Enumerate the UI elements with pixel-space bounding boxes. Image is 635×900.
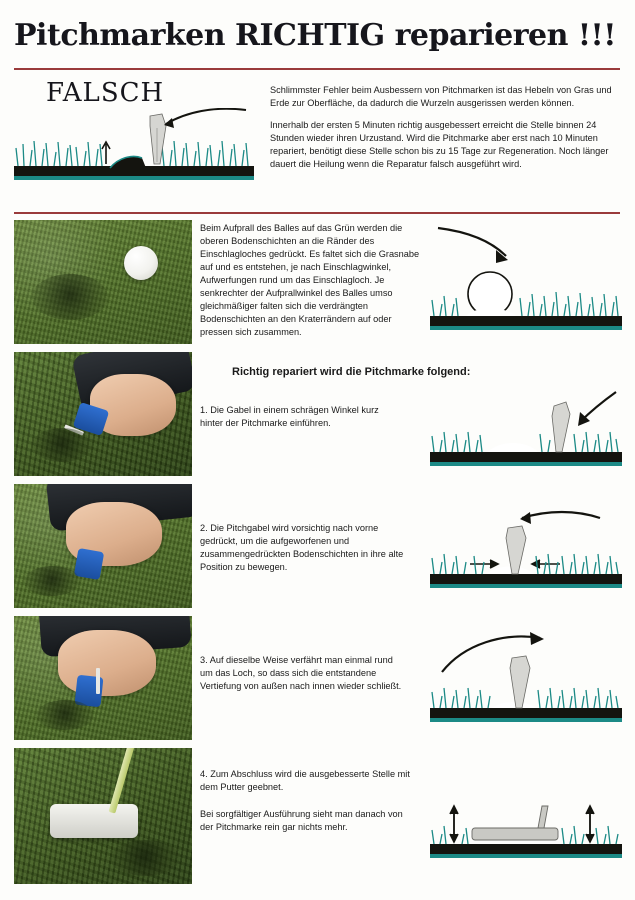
impact-paragraph: Beim Aufprall des Balles auf das Grün werden die oberen Bodenschichten an die Ränder des Einschlagloches gedrückt. Es faltet sich die Grasnabe auf und es entstehen, je nach Einschlagwinkel, Aufwerfungen rund um das Einschlagloch. Je senkrechter der Aufprallwinkel des Balles umso gleichmäßiger falten sich die verdrängten Bodenschichten an den Kraterrändern auf oder pressen sich zusammen. [200,223,420,337]
wrong-label: FALSCH [46,78,165,108]
hand [58,630,156,696]
step4-photo [14,748,192,884]
step1-diagram [430,390,622,482]
divider-top [14,68,620,70]
step4-diagram [430,780,622,884]
putter-head [50,804,138,838]
step4-text: 4. Zum Abschluss wird die ausgebesserte Stelle mit dem Putter geebnet. [200,769,410,792]
closing-text: Bei sorgfältiger Ausführung sieht man danach von der Pitchmarke rein gar nichts mehr. [200,809,403,832]
impact-crater [32,274,108,320]
pitchmark-divot [32,428,92,462]
wrong-diagram [14,108,254,204]
impact-text [200,222,422,339]
step2-diagram [430,504,622,608]
page-title [14,18,620,64]
intro-text [270,84,618,171]
intro-paragraph-1: Schlimmster Fehler beim Ausbessern von Pitchmarken ist das Hebeln von Gras und Erde zur Oberfläche, da dadurch die Wurzeln ausgerissen werden können. [270,85,612,108]
pitchmark-divot [24,566,80,596]
repaired-spot [110,840,180,876]
steps-heading: Richtig repariert wird die Pitchmarke folgend: [232,366,471,378]
pitchmark-divot [36,700,94,730]
step3-photo [14,616,192,740]
step2-text: 2. Die Pitchgabel wird vorsichtig nach vorne gedrückt, um die aufgeworfenen und zusammengedrückten Bodenschichten in ihre alte Position zu bewegen. [200,523,404,572]
impact-photo [14,220,192,344]
golf-ball [124,246,158,280]
step2-photo [14,484,192,608]
impact-diagram [430,222,622,340]
step1-text: 1. Die Gabel in einem schrägen Winkel kurz hinter der Pitchmarke einführen. [200,405,379,428]
step3-text: 3. Auf dieselbe Weise verfährt man einmal rund um das Loch, so dass sich die entstandene Vertiefung von außen nach innen wieder schließt. [200,655,402,691]
divider-middle [14,212,620,214]
pitchfork-prong [96,668,100,694]
intro-paragraph-2: Innerhalb der ersten 5 Minuten richtig ausgebessert erreicht die Stelle binnen 24 Stunden wieder ihren Urzustand. Wird die Pitchmarke aber erst nach 10 Minuten repariert, benötigt diese Stelle schon bis zu 15 Tage zur Regeneration. Noch länger dauert die Heilung wenn die Reparatur falsch ausgeführt wird. [270,120,609,169]
step3-diagram [430,630,622,740]
page-title-text: Pitchmarken RICHTIG reparieren !!! [14,18,616,53]
step1-photo [14,352,192,476]
